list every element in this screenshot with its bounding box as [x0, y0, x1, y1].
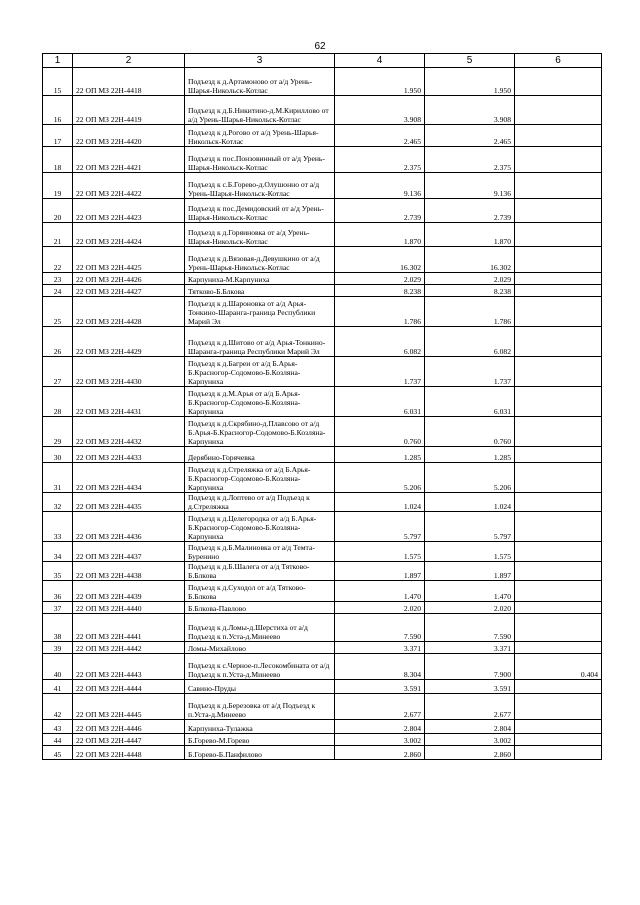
length-col6-cell	[515, 173, 602, 199]
table-row	[43, 125, 602, 147]
table-row	[43, 223, 602, 247]
length-total-cell: 1.470	[335, 581, 425, 602]
length-col5-cell: 7.900	[425, 654, 515, 680]
road-name-cell: Подъезд к д.Багреи от а/д Б.Арья-Б.Красногор-Содомово-Б.Козляна-Карпуниха	[185, 357, 335, 387]
length-col5-cell: 3.908	[425, 96, 515, 125]
length-col5-cell: 1.786	[425, 297, 515, 327]
row-number-cell: 27	[43, 357, 73, 387]
length-col6-cell	[515, 542, 602, 562]
road-name-cell: Подъезд к д.Вязовая-д.Девушкино от а/д Урень-Шарья-Никольск-Котлас	[185, 247, 335, 273]
road-name-cell: Карпуниха-Тулажка	[185, 720, 335, 734]
row-number-cell: 18	[43, 147, 73, 173]
road-code-cell: 22 ОП МЗ 22Н-4441	[73, 614, 185, 642]
table-body	[43, 68, 602, 760]
table-row	[43, 285, 602, 297]
table-row	[43, 173, 602, 199]
length-col5-cell: 1.575	[425, 542, 515, 562]
road-code-cell: 22 ОП МЗ 22Н-4418	[73, 68, 185, 96]
length-col6-cell	[515, 720, 602, 734]
table-row	[43, 581, 602, 602]
table-row	[43, 734, 602, 746]
length-col5-cell: 8.238	[425, 285, 515, 297]
road-code-cell: 22 ОП МЗ 22Н-4446	[73, 720, 185, 734]
length-total-cell: 2.029	[335, 273, 425, 285]
length-total-cell: 2.465	[335, 125, 425, 147]
road-code-cell: 22 ОП МЗ 22Н-4431	[73, 387, 185, 417]
row-number-cell: 31	[43, 463, 73, 493]
row-number-cell: 39	[43, 642, 73, 654]
row-number-cell: 38	[43, 614, 73, 642]
road-name-cell: Дерябино-Горячевка	[185, 447, 335, 463]
column-header-4: 4	[335, 54, 425, 68]
length-total-cell: 8.304	[335, 654, 425, 680]
length-total-cell: 2.739	[335, 199, 425, 223]
road-name-cell: Карпуниха-М.Карпуниха	[185, 273, 335, 285]
table-row	[43, 417, 602, 447]
table-row	[43, 720, 602, 734]
length-col5-cell: 3.371	[425, 642, 515, 654]
road-name-cell: Подъезд к пос.Демидовский от а/д Урень-Шарья-Никольск-Котлас	[185, 199, 335, 223]
row-number-cell: 26	[43, 327, 73, 357]
road-name-cell: Подъезд к с.Б.Горево-д.Олушонно от а/д Урень-Шарья-Никольск-Котлас	[185, 173, 335, 199]
table-row	[43, 273, 602, 285]
road-code-cell: 22 ОП МЗ 22Н-4436	[73, 512, 185, 542]
length-col6-cell	[515, 512, 602, 542]
road-code-cell: 22 ОП МЗ 22Н-4425	[73, 247, 185, 273]
length-total-cell: 16.302	[335, 247, 425, 273]
row-number-cell: 30	[43, 447, 73, 463]
length-total-cell: 1.786	[335, 297, 425, 327]
length-col5-cell: 1.737	[425, 357, 515, 387]
length-col6-cell	[515, 125, 602, 147]
length-total-cell: 1.950	[335, 68, 425, 96]
length-col6-cell	[515, 297, 602, 327]
table-row	[43, 642, 602, 654]
road-code-cell: 22 ОП МЗ 22Н-4443	[73, 654, 185, 680]
road-code-cell: 22 ОП МЗ 22Н-4420	[73, 125, 185, 147]
length-col5-cell: 5.206	[425, 463, 515, 493]
road-name-cell: Подъезд к д.Стреляжка от а/д Б.Арья-Б.Красногор-Содомово-Б.Козляна-Карпуниха	[185, 463, 335, 493]
length-col5-cell: 7.590	[425, 614, 515, 642]
column-header-6: 6	[515, 54, 602, 68]
road-name-cell: Б.Блкова-Павлово	[185, 602, 335, 614]
table-row	[43, 387, 602, 417]
length-col6-cell	[515, 327, 602, 357]
length-col6-cell	[515, 357, 602, 387]
road-code-cell: 22 ОП МЗ 22Н-4447	[73, 734, 185, 746]
row-number-cell: 24	[43, 285, 73, 297]
length-col6-cell	[515, 493, 602, 512]
length-col6-cell	[515, 562, 602, 581]
length-col6-cell	[515, 680, 602, 694]
road-name-cell: Тятково-Б.Блкова	[185, 285, 335, 297]
length-col6-cell	[515, 96, 602, 125]
length-total-cell: 1.897	[335, 562, 425, 581]
table-row	[43, 493, 602, 512]
row-number-cell: 25	[43, 297, 73, 327]
road-name-cell: Ломы-Михайлово	[185, 642, 335, 654]
table-row	[43, 68, 602, 96]
length-total-cell: 5.206	[335, 463, 425, 493]
length-col5-cell: 16.302	[425, 247, 515, 273]
road-code-cell: 22 ОП МЗ 22Н-4426	[73, 273, 185, 285]
road-name-cell: Подъезд к д.Артамоново от а/д Урень-Шарья-Никольск-Котлас	[185, 68, 335, 96]
page-number: 62	[314, 41, 326, 52]
road-code-cell: 22 ОП МЗ 22Н-4440	[73, 602, 185, 614]
table-row	[43, 96, 602, 125]
row-number-cell: 33	[43, 512, 73, 542]
road-name-cell: Подъезд к д.Б.Малиновка от а/д Темта-Буренино	[185, 542, 335, 562]
road-name-cell: Подъезд к д.Скрябино-д.Плавсово от а/д Б.Арья-Б.Красногор-Содомово-Б.Козляна-Карпуниха	[185, 417, 335, 447]
length-col6-cell	[515, 247, 602, 273]
road-code-cell: 22 ОП МЗ 22Н-4442	[73, 642, 185, 654]
table-row	[43, 654, 602, 680]
length-col6-cell	[515, 602, 602, 614]
length-total-cell: 1.285	[335, 447, 425, 463]
road-name-cell: Б.Горево-М.Горево	[185, 734, 335, 746]
length-col6-cell	[515, 68, 602, 96]
road-name-cell: Подъезд к д.Б.Никитино-д.М.Кириллово от а/д Урень-Шарья-Никольск-Котлас	[185, 96, 335, 125]
length-total-cell: 1.024	[335, 493, 425, 512]
road-code-cell: 22 ОП МЗ 22Н-4424	[73, 223, 185, 247]
road-code-cell: 22 ОП МЗ 22Н-4422	[73, 173, 185, 199]
row-number-cell: 43	[43, 720, 73, 734]
table-row	[43, 512, 602, 542]
length-col5-cell: 3.002	[425, 734, 515, 746]
length-col6-cell	[515, 746, 602, 760]
column-header-5: 5	[425, 54, 515, 68]
row-number-cell: 36	[43, 581, 73, 602]
length-col5-cell: 6.031	[425, 387, 515, 417]
road-name-cell: Подъезд к д.Горяиновка от а/д Урень-Шарья-Никольск-Котлас	[185, 223, 335, 247]
row-number-cell: 23	[43, 273, 73, 285]
road-code-cell: 22 ОП МЗ 22Н-4429	[73, 327, 185, 357]
road-name-cell: Подъезд к д.Лоптево от а/д Подъезд к д.Стреляжка	[185, 493, 335, 512]
header-row	[43, 54, 602, 68]
length-col6-cell	[515, 447, 602, 463]
length-total-cell: 1.870	[335, 223, 425, 247]
length-total-cell: 2.804	[335, 720, 425, 734]
row-number-cell: 29	[43, 417, 73, 447]
length-col5-cell: 2.804	[425, 720, 515, 734]
row-number-cell: 21	[43, 223, 73, 247]
length-col5-cell: 2.020	[425, 602, 515, 614]
length-col5-cell: 1.285	[425, 447, 515, 463]
length-total-cell: 9.136	[335, 173, 425, 199]
length-col5-cell: 2.029	[425, 273, 515, 285]
length-total-cell: 2.020	[335, 602, 425, 614]
length-col5-cell: 1.024	[425, 493, 515, 512]
road-name-cell: Подъезд к д.М.Арья от а/д Б.Арья-Б.Красногор-Содомово-Б.Козляна-Карпуниха	[185, 387, 335, 417]
length-total-cell: 1.737	[335, 357, 425, 387]
length-total-cell: 0.760	[335, 417, 425, 447]
table-row	[43, 746, 602, 760]
length-col5-cell: 2.677	[425, 694, 515, 720]
length-total-cell: 3.002	[335, 734, 425, 746]
road-code-cell: 22 ОП МЗ 22Н-4438	[73, 562, 185, 581]
length-total-cell: 1.575	[335, 542, 425, 562]
length-col5-cell: 1.950	[425, 68, 515, 96]
road-name-cell: Савино-Пруды	[185, 680, 335, 694]
length-col6-cell	[515, 614, 602, 642]
road-name-cell: Подъезд к д.Шароновка от а/д Арья-Тонкино-Шаранга-граница Республики Марий Эл	[185, 297, 335, 327]
road-code-cell: 22 ОП МЗ 22Н-4439	[73, 581, 185, 602]
road-name-cell: Подъезд к д.Б.Шалега от а/д Тятково-Б.Блкова	[185, 562, 335, 581]
length-col6-cell	[515, 463, 602, 493]
row-number-cell: 20	[43, 199, 73, 223]
row-number-cell: 40	[43, 654, 73, 680]
road-code-cell: 22 ОП МЗ 22Н-4432	[73, 417, 185, 447]
row-number-cell: 19	[43, 173, 73, 199]
length-total-cell: 8.238	[335, 285, 425, 297]
length-total-cell: 6.082	[335, 327, 425, 357]
table-row	[43, 147, 602, 173]
table-row	[43, 357, 602, 387]
table-row	[43, 680, 602, 694]
length-col6-cell	[515, 734, 602, 746]
row-number-cell: 17	[43, 125, 73, 147]
length-col6-cell	[515, 147, 602, 173]
table-row	[43, 463, 602, 493]
length-col6-cell	[515, 642, 602, 654]
roads-table	[42, 53, 602, 760]
length-col5-cell: 2.465	[425, 125, 515, 147]
table-row	[43, 247, 602, 273]
row-number-cell: 41	[43, 680, 73, 694]
table-row	[43, 562, 602, 581]
length-col5-cell: 6.082	[425, 327, 515, 357]
length-col6-cell	[515, 199, 602, 223]
row-number-cell: 15	[43, 68, 73, 96]
table-row	[43, 614, 602, 642]
row-number-cell: 44	[43, 734, 73, 746]
length-col6-cell	[515, 273, 602, 285]
length-total-cell: 3.908	[335, 96, 425, 125]
road-code-cell: 22 ОП МЗ 22Н-4430	[73, 357, 185, 387]
table-row	[43, 199, 602, 223]
length-total-cell: 3.371	[335, 642, 425, 654]
column-header-3: 3	[185, 54, 335, 68]
road-name-cell: Подъезд к д.Березовка от а/д Подъезд к п.Уста-д.Минеево	[185, 694, 335, 720]
road-name-cell: Подъезд к д.Суходол от а/д Тятково-Б.Блкова	[185, 581, 335, 602]
length-col5-cell: 2.860	[425, 746, 515, 760]
table-row	[43, 447, 602, 463]
length-col5-cell: 9.136	[425, 173, 515, 199]
length-col5-cell: 2.375	[425, 147, 515, 173]
row-number-cell: 28	[43, 387, 73, 417]
row-number-cell: 32	[43, 493, 73, 512]
row-number-cell: 45	[43, 746, 73, 760]
length-col6-cell	[515, 581, 602, 602]
road-code-cell: 22 ОП МЗ 22Н-4421	[73, 147, 185, 173]
road-code-cell: 22 ОП МЗ 22Н-4428	[73, 297, 185, 327]
table-row	[43, 327, 602, 357]
road-name-cell: Подъезд к с.Черное-п.Лесокомбината от а/д Подъезд к п.Уста-д.Минеево	[185, 654, 335, 680]
road-name-cell: Б.Горево-Б.Панфилово	[185, 746, 335, 760]
row-number-cell: 16	[43, 96, 73, 125]
length-col5-cell: 0.760	[425, 417, 515, 447]
road-name-cell: Подъезд к д.Шитово от а/д Арья-Тонкино-Шаранга-граница Республики Марий Эл	[185, 327, 335, 357]
table-row	[43, 602, 602, 614]
length-total-cell: 2.860	[335, 746, 425, 760]
length-col5-cell: 1.870	[425, 223, 515, 247]
column-header-2: 2	[73, 54, 185, 68]
table-row	[43, 694, 602, 720]
road-code-cell: 22 ОП МЗ 22Н-4423	[73, 199, 185, 223]
road-code-cell: 22 ОП МЗ 22Н-4444	[73, 680, 185, 694]
road-code-cell: 22 ОП МЗ 22Н-4427	[73, 285, 185, 297]
row-number-cell: 37	[43, 602, 73, 614]
length-total-cell: 5.797	[335, 512, 425, 542]
road-code-cell: 22 ОП МЗ 22Н-4448	[73, 746, 185, 760]
length-col6-cell	[515, 387, 602, 417]
row-number-cell: 35	[43, 562, 73, 581]
road-code-cell: 22 ОП МЗ 22Н-4437	[73, 542, 185, 562]
length-col6-cell: 0.404	[515, 654, 602, 680]
road-code-cell: 22 ОП МЗ 22Н-4445	[73, 694, 185, 720]
length-col5-cell: 3.591	[425, 680, 515, 694]
road-name-cell: Подъезд к д.Целегородка от а/д Б.Арья-Б.Красногор-Содомово-Б.Козляна-Карпуниха	[185, 512, 335, 542]
road-code-cell: 22 ОП МЗ 22Н-4419	[73, 96, 185, 125]
column-header-1: 1	[43, 54, 73, 68]
length-total-cell: 6.031	[335, 387, 425, 417]
length-total-cell: 3.591	[335, 680, 425, 694]
table-row	[43, 542, 602, 562]
length-col6-cell	[515, 285, 602, 297]
length-col6-cell	[515, 694, 602, 720]
table-row	[43, 297, 602, 327]
length-col5-cell: 1.897	[425, 562, 515, 581]
length-total-cell: 7.590	[335, 614, 425, 642]
length-col5-cell: 2.739	[425, 199, 515, 223]
length-col5-cell: 1.470	[425, 581, 515, 602]
row-number-cell: 34	[43, 542, 73, 562]
length-col6-cell	[515, 417, 602, 447]
road-code-cell: 22 ОП МЗ 22Н-4433	[73, 447, 185, 463]
road-name-cell: Подъезд к д.Ломы-д.Шерстиха от а/д Подъезд к п.Уста-д.Минеево	[185, 614, 335, 642]
road-name-cell: Подъезд к пос.Понзовинный от а/д Урень-Шарья-Никольск-Котлас	[185, 147, 335, 173]
length-col6-cell	[515, 223, 602, 247]
length-total-cell: 2.375	[335, 147, 425, 173]
road-code-cell: 22 ОП МЗ 22Н-4435	[73, 493, 185, 512]
length-total-cell: 2.677	[335, 694, 425, 720]
row-number-cell: 22	[43, 247, 73, 273]
road-code-cell: 22 ОП МЗ 22Н-4434	[73, 463, 185, 493]
road-name-cell: Подъезд к д.Рогово от а/д Урень-Шарья-Никольск-Котлас	[185, 125, 335, 147]
row-number-cell: 42	[43, 694, 73, 720]
length-col5-cell: 5.797	[425, 512, 515, 542]
